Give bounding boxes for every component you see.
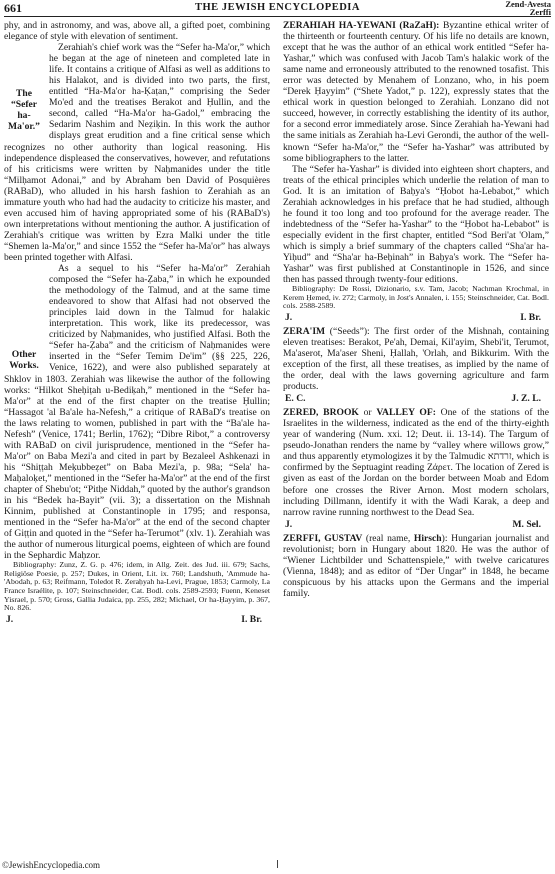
running-title: THE JEWISH ENCYCLOPEDIA	[195, 2, 360, 13]
left-bibliography: Bibliography: Zunz, Z. G. p. 476; idem, in Allg. Zeit. des Jud. iii. 679; Sachs, Religiöse Poesie, p. 257; Dukes, in Orient, Lit. ix. 760; Landshuth, 'Ammude ha-'Abodah, p. 63; Reifmann, Toledot R. Zeraḥyah ha-Levi, Prague, 1853; Carmoly, La France Israélite, p. 107; Steinschneider, Cat. Bodl. cols. 2589-2593; Fuenn, Keneset Yisrael, p. 570; Gross, Gallia Judaica, pp. 255, 282; Michael, Or ha-Ḥayyim, p. 367, No. 826.	[4, 560, 270, 613]
left-paragraph-3: As a sequel to his “Sefer ha-Ma'or” Zerahiah composed the “Sefer ha-Ẓaba,” in which he expounded the methodology of the Talmud, and at the same time endeavored to show that Alfasi had not observed the principles laid down in the Talmud for halakic interpretation. This work, like its predecessor, was criticized by Naḥmanides, who justified Alfasi. Both the “Sefer ha-Ẓaba” and the criticism of Naḥmanides were inserted in the “Sefer Temim De'im” (§§ 225, 226, Venice, 1622), and were also published separately at Shklov in 1803. Zerahiah was likewise the author of the following works: “Hilkot Sheḥiṭah u-Bediḳah,” mentioned in the “Sefer ha-Ma'or” at the end of the first chapter on the treatise Ḥullin; “Hassagot 'al Ba'ale ha-Nefesh,” a critique of RABaD's treatise on the laws relating to women, published in part with the “Ba'ale ha-Nefesh” (Venice, 1741; Berlin, 1762); “Dibre Ribot,” a controversy with RABaD on civil jurisprudence, mentioned in the “Sefer ha-Ma'or” on Baba Mezi'a and cited in part by Bezaleel Ashkenazi in his “Shiṭṭah Meḳubbeẓet” on Baba Mezi'a, p. 98a; “Sela' ha-Maḥaloḳet,” mentioned in the “Sefer ha-Ma'or” at the end of the first chapter of Shebu'ot; “Pitḥe Niddah,” quoted by the author's grandson in his “Bedek ha-Bayit” (vii. 3); a dissertation on the Mishnah Kinnim, published at Constantinople in 1795; and responsa, mentioned in the “Sefer ha-Ma'or” at the end of the second chapter of Giṭṭin and quoted in the “Sefer ha-Terumot” (xlv. 1). Zerahiah was the author of numerous liturgical poems, eighteen of which are found in the Sephardic Maḥzor.	[4, 263, 270, 562]
left-signature-code: J.	[6, 613, 14, 625]
guide-word-first: Zend-Avesta	[505, 0, 551, 9]
entry-zerffi	[283, 533, 549, 599]
copyright-credit: ©JewishEncyclopedia.com	[2, 860, 101, 870]
entry-zered	[283, 407, 549, 517]
side-heading-sefer-ha-maor: The “Sefer ha-Ma'or.”	[8, 88, 40, 133]
page-number: 661	[4, 1, 22, 15]
left-paragraph-2: Zerahiah's chief work was the “Sefer ha-Ma'or,” which he began at the age of nineteen and completed late in life. It contains a critique of Alfasi as well as additions to his Halakot, and is divided into two parts, the first, entitled “Ha-Ma'or ha-Ḳaṭan,” comprising the Seder Mo'ed and the treatises Berakot and Ḥullin, and the second, called “Ha-Ma'or ha-Gadol,” embracing the Sedarim Nashim and Neẓiḳin. In this work the author displays great erudition and a fine critical sense which recognizes no other authority than logical reasoning. His independence displeased the conservatives, however, and refutations of his criticisms were written by Naḥmanides under the title “Milḥamot Adonai,” and by Abraham ben David of Posquières (RABaD), who alluded in his harsh fashion to Zerahiah as an immature youth who had had the audacity to criticize his master, and even accused him of having appropriated some of his (RABaD's) own interpretations without mentioning the author. A justification of Zerahiah's critique was written by Ezra Malki under the title “Shemen la-Ma'or,” and since 1552 the “Sefer ha-Ma'or” has always been printed together with Alfasi.	[4, 42, 270, 263]
entry-zerahiah-paragraph-2: The “Sefer ha-Yashar” is divided into eighteen short chapters, and treats of the ethical principles which underlie the relation of man to God. It is an imitation of Baḥya's “Ḥobot ha-Lebabot,” which Zerahiah acknowledges in his preface that he had studied, although he found it too long and too profound for the average reader. The indebtedness of the “Sefer ha-Yashar” to the “Ḥobot ha-Lebabot” is especially evident in the first chapter, entitled “Sod Beri'at 'Olam,” which is simply a brief summary of the chapters called “Sha'ar ha-Yiḥud” and “Sha'ar ha-Beḥinah” in Baḥya's work. The “Sefer ha-Yashar” was first published at Constantinople in 1526, and since then has passed through twenty-four editions.	[283, 163, 549, 286]
entry-heading-zerffi: ZERFFI, GUSTAV	[283, 532, 363, 544]
entry-realname-suffix: ):	[441, 532, 448, 544]
zerahiah-signature	[283, 311, 549, 326]
zered-signature	[283, 518, 549, 533]
left-column	[4, 20, 270, 628]
entry-heading-or: or	[358, 407, 377, 419]
left-signature	[4, 613, 270, 628]
zeraim-signature	[283, 392, 549, 407]
entry-realname: Hirsch	[413, 532, 442, 544]
entry-heading-zerahiah-ha-yewani: ZERAHIAH HA-YEWANI (RaZaH):	[283, 20, 440, 31]
zeraim-signature-author: J. Z. L.	[511, 393, 541, 405]
footer-center-mark	[277, 860, 278, 868]
left-signature-author: I. Br.	[241, 613, 262, 625]
entry-heading-zeraim: ZERA'IM	[283, 325, 326, 337]
entry-text-zered: One of the stations of the Israelites in the wilderness, indicated as the end of the thirty-eighth year of wandering (Num. xxi. 12; Deut. ii. 13-14). The Targum of pseudo-Jonathan renders the name by “valley where willows grow,” and thus apparently etymologizes it by the Talmudic זרדתא, which is confirmed by the Septuagint reading Ζάρετ. The location of Zered is given as east of the Jordan on the border between Moab and Edom before one crosses the River Arnon. Most modern scholars, including Dillmann, identify it with the Wadi Karak, a deep and narrow ravine running northwest to the Dead Sea.	[283, 407, 549, 518]
zerahiah-bibliography: Bibliography: De Rossi, Dizionario, s.v. Tam, Jacob; Nachman Krochmal, in Kerem Ḥemed, iv. 272; Carmoly, in Jost's Annalen, i. 155; Steinschneider, Cat. Bodl. cols. 2588-2589.	[283, 284, 549, 311]
zerahiah-signature-author: I. Br.	[520, 311, 541, 323]
entry-heading-zered: ZERED, BROOK	[283, 407, 359, 419]
page-header	[4, 0, 551, 17]
entry-realname-prefix: (real name,	[362, 532, 414, 544]
entry-text-zeraim: (“Seeds”): The first order of the Mishnah, containing eleven treatises: Berakot, Pe'ah, Demai, Kil'ayim, Shebi'it, Terumot, Ma'aserot, Ma'aser Sheni, Ḥallah, 'Orlah, and Bikkurim. With the exception of the first, all these treatises, as implied by the name of the order, deal with the laws governing agriculture and farm products.	[283, 325, 549, 393]
entry-text-zerahiah-ha-yewani: Byzantine ethical writer of the thirteenth or fourteenth century. Of his life no details are known, except that he was the author of an ethical work entitled “Sefer ha-Yashar,” which was confused with Jacob Tam's halakic work of the same name and erroneously attributed to the renowned tosafist. This error was detected by Menahem of Lonzano, who, in his poem “Derek Ḥayyim” (“Shete Yadot,” p. 122), expressly states that the ethical work in question belonged to Zerahiah. Lonzano did not succeed, however, in correctly establishing the identity of its author, for a second error immediately arose. Since Zerahiah ha-Yewani had the same initials as Zerahiah ha-Levi Gerondi, the author of the well-known “Sefer ha-Ma'or,” the “Sefer ha-Yashar” was attributed by some bibliographers to the latter.	[283, 20, 549, 164]
page-footer	[0, 856, 555, 874]
zered-signature-author: M. Sel.	[512, 518, 541, 530]
zeraim-signature-code: E. C.	[285, 393, 306, 405]
right-column	[283, 20, 549, 599]
guide-words	[505, 0, 551, 16]
guide-word-last: Zerffi	[529, 7, 551, 17]
zered-signature-code: J.	[285, 518, 293, 530]
entry-zeraim	[283, 326, 549, 392]
zerahiah-signature-code: J.	[285, 311, 293, 323]
entry-heading-valley-of: VALLEY OF:	[376, 407, 436, 419]
entry-text-zerffi: Hungarian journalist and revolutionist; born in Hungary about 1820. He was the author of “Wiener Lichtbilder und Schattenspiele,” with twelve caricatures (Vienna, 1848); and as editor of “Der Ungar” in 1848, he became conspicuous by his attacks upon the Germans and the imperial family.	[283, 532, 549, 599]
side-heading-other-works: Other Works.	[9, 349, 39, 372]
entry-zerahiah-ha-yewani	[283, 20, 549, 164]
left-paragraph-1: phy, and in astronomy, and was, above all, a gifted poet, combining elegance of style with elevation of sentiment.	[4, 20, 270, 43]
